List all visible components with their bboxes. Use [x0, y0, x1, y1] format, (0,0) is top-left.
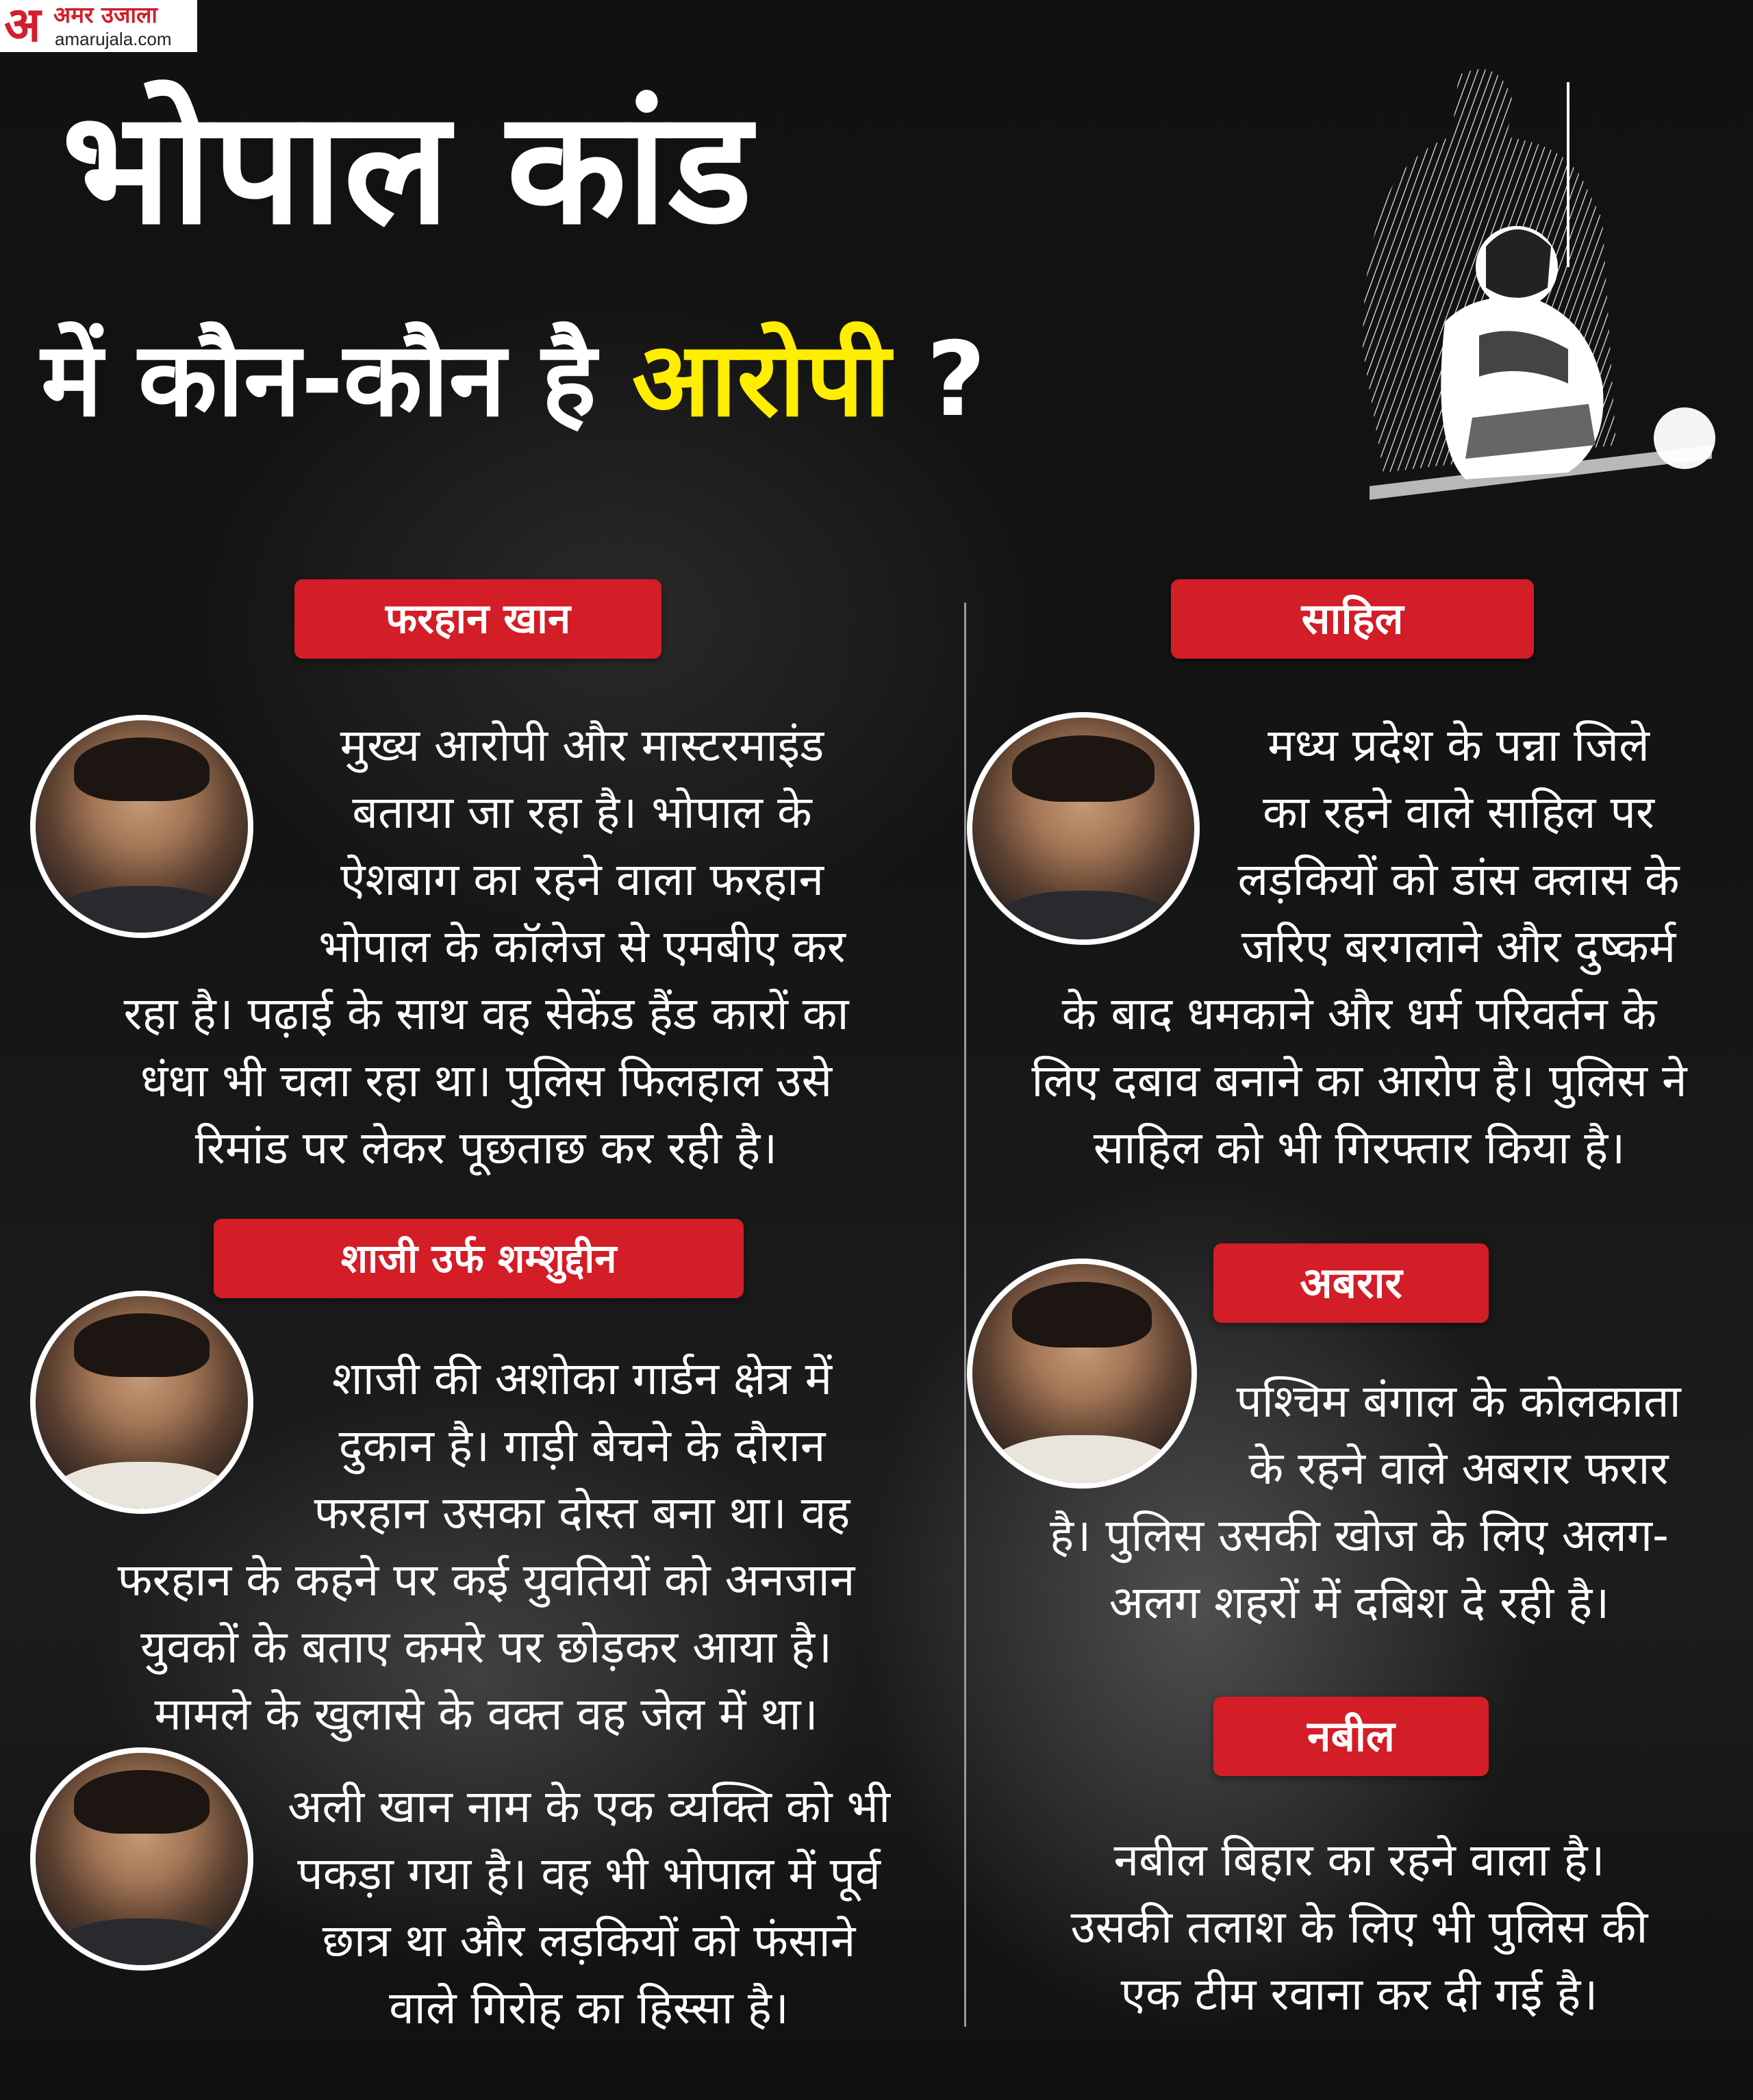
sahil-line: साहिल को भी गिरफ्तार किया है।: [1093, 1122, 1626, 1174]
abrar-line: है। पुलिस उसकी खोज के लिए अलग-: [1050, 1509, 1669, 1562]
shaji-line: मामले के खुलासे के वक्त वह जेल में था।: [154, 1688, 818, 1741]
name-nabeel: नबील: [1307, 1711, 1395, 1761]
sahil-line: लिए दबाव बनाने का आरोप है। पुलिस ने: [1031, 1054, 1687, 1107]
headline-line2-prefix: में कौन-कौन है: [41, 320, 596, 440]
abrar-line: के रहने वाले अबरार फरार: [1248, 1442, 1669, 1495]
nabeel-line: एक टीम रवाना कर दी गई है।: [1120, 1968, 1598, 2021]
name-badge-farhan: [294, 579, 661, 659]
shaji-line: फरहान उसका दोस्त बना था। वह: [314, 1487, 850, 1539]
sahil-line: के बाद धमकाने और धर्म परिवर्तन के: [1061, 987, 1657, 1040]
nabeel-line: नबील बिहार का रहने वाला है।: [1113, 1834, 1605, 1886]
farhan-line: रिमांड पर लेकर पूछताछ कर रही है।: [194, 1122, 778, 1174]
shaji-line: फरहान के कहने पर कई युवतियों को अनजान: [117, 1554, 855, 1606]
brand-website: amarujala.com: [55, 29, 172, 49]
farhan-line: बताया जा रहा है। भोपाल के: [352, 786, 812, 839]
sahil-line: मध्य प्रदेश के पन्ना जिले: [1268, 719, 1650, 772]
ali-line: छात्र था और लड़कियों को फंसाने: [322, 1914, 856, 1967]
shaji-line: दुकान है। गाड़ी बेचने के दौरान: [338, 1419, 826, 1472]
shaji-line: शाजी की अशोका गार्डन क्षेत्र में: [331, 1352, 833, 1405]
avatar-ali: [30, 1747, 253, 1971]
ali-line: वाले गिरोह का हिस्सा है।: [389, 1982, 789, 2034]
sahil-line: लड़कियों को डांस क्लास के: [1237, 853, 1680, 906]
brand-mark: अ: [4, 0, 41, 53]
ali-line: पकड़ा गया है। वह भी भोपाल में पूर्व: [297, 1847, 881, 1900]
description-farhan: [27, 712, 945, 1182]
farhan-line: रहा है। पढ़ाई के साथ वह सेकेंड हैंड कारों का: [123, 987, 849, 1040]
name-abrar: अबरार: [1300, 1258, 1402, 1308]
abrar-line: अलग शहरों में दबिश दे रही है।: [1109, 1576, 1610, 1629]
ali-line: अली खान नाम के एक व्यक्ति को भी: [287, 1780, 891, 1833]
name-farhan: फरहान खान: [385, 595, 571, 643]
brand-name: अमर उजाला: [53, 1, 157, 28]
description-sahil: [979, 712, 1739, 1182]
name-badge-abrar: [1213, 1243, 1489, 1323]
sahil-line: जरिए बरगलाने और दुष्कर्म: [1241, 920, 1676, 973]
name-badge-nabeel: [1213, 1697, 1489, 1776]
farhan-line: भोपाल के कॉलेज से एमबीए कर: [318, 920, 846, 973]
farhan-line: मुख्य आरोपी और मास्टरमाइंड: [340, 719, 824, 772]
sahil-line: का रहने वाले साहिल पर: [1263, 786, 1654, 839]
name-badge-shaji: [214, 1219, 744, 1298]
description-ali: [260, 1773, 918, 2042]
description-nabeel: [979, 1827, 1739, 2028]
farhan-line: धंधा भी चला रहा था। पुलिस फिलहाल उसे: [140, 1054, 833, 1107]
abrar-line: पश्चिम बंगाल के कोलकाता: [1236, 1375, 1681, 1428]
headline-line1: भोपाल कांड: [62, 77, 753, 259]
headline-highlight: आरोपी: [631, 320, 891, 440]
name-badge-sahil: [1171, 579, 1534, 659]
column-divider: [964, 603, 966, 2027]
brand-logo[interactable]: [0, 0, 197, 52]
description-shaji: [27, 1345, 945, 1748]
shaji-line: युवकों के बताए कमरे पर छोड़कर आया है।: [140, 1621, 833, 1673]
headline-question-mark: ?: [926, 320, 986, 440]
name-sahil: साहिल: [1301, 594, 1404, 644]
farhan-line: ऐशबाग का रहने वाला फरहान: [340, 853, 824, 906]
description-abrar: [979, 1368, 1739, 1636]
headline-line2: [41, 315, 986, 445]
victim-illustration: [1342, 62, 1726, 514]
name-shaji: शाजी उर्फ शम्शुद्दीन: [340, 1235, 617, 1282]
nabeel-line: उसकी तलाश के लिए भी पुलिस की: [1070, 1901, 1648, 1953]
